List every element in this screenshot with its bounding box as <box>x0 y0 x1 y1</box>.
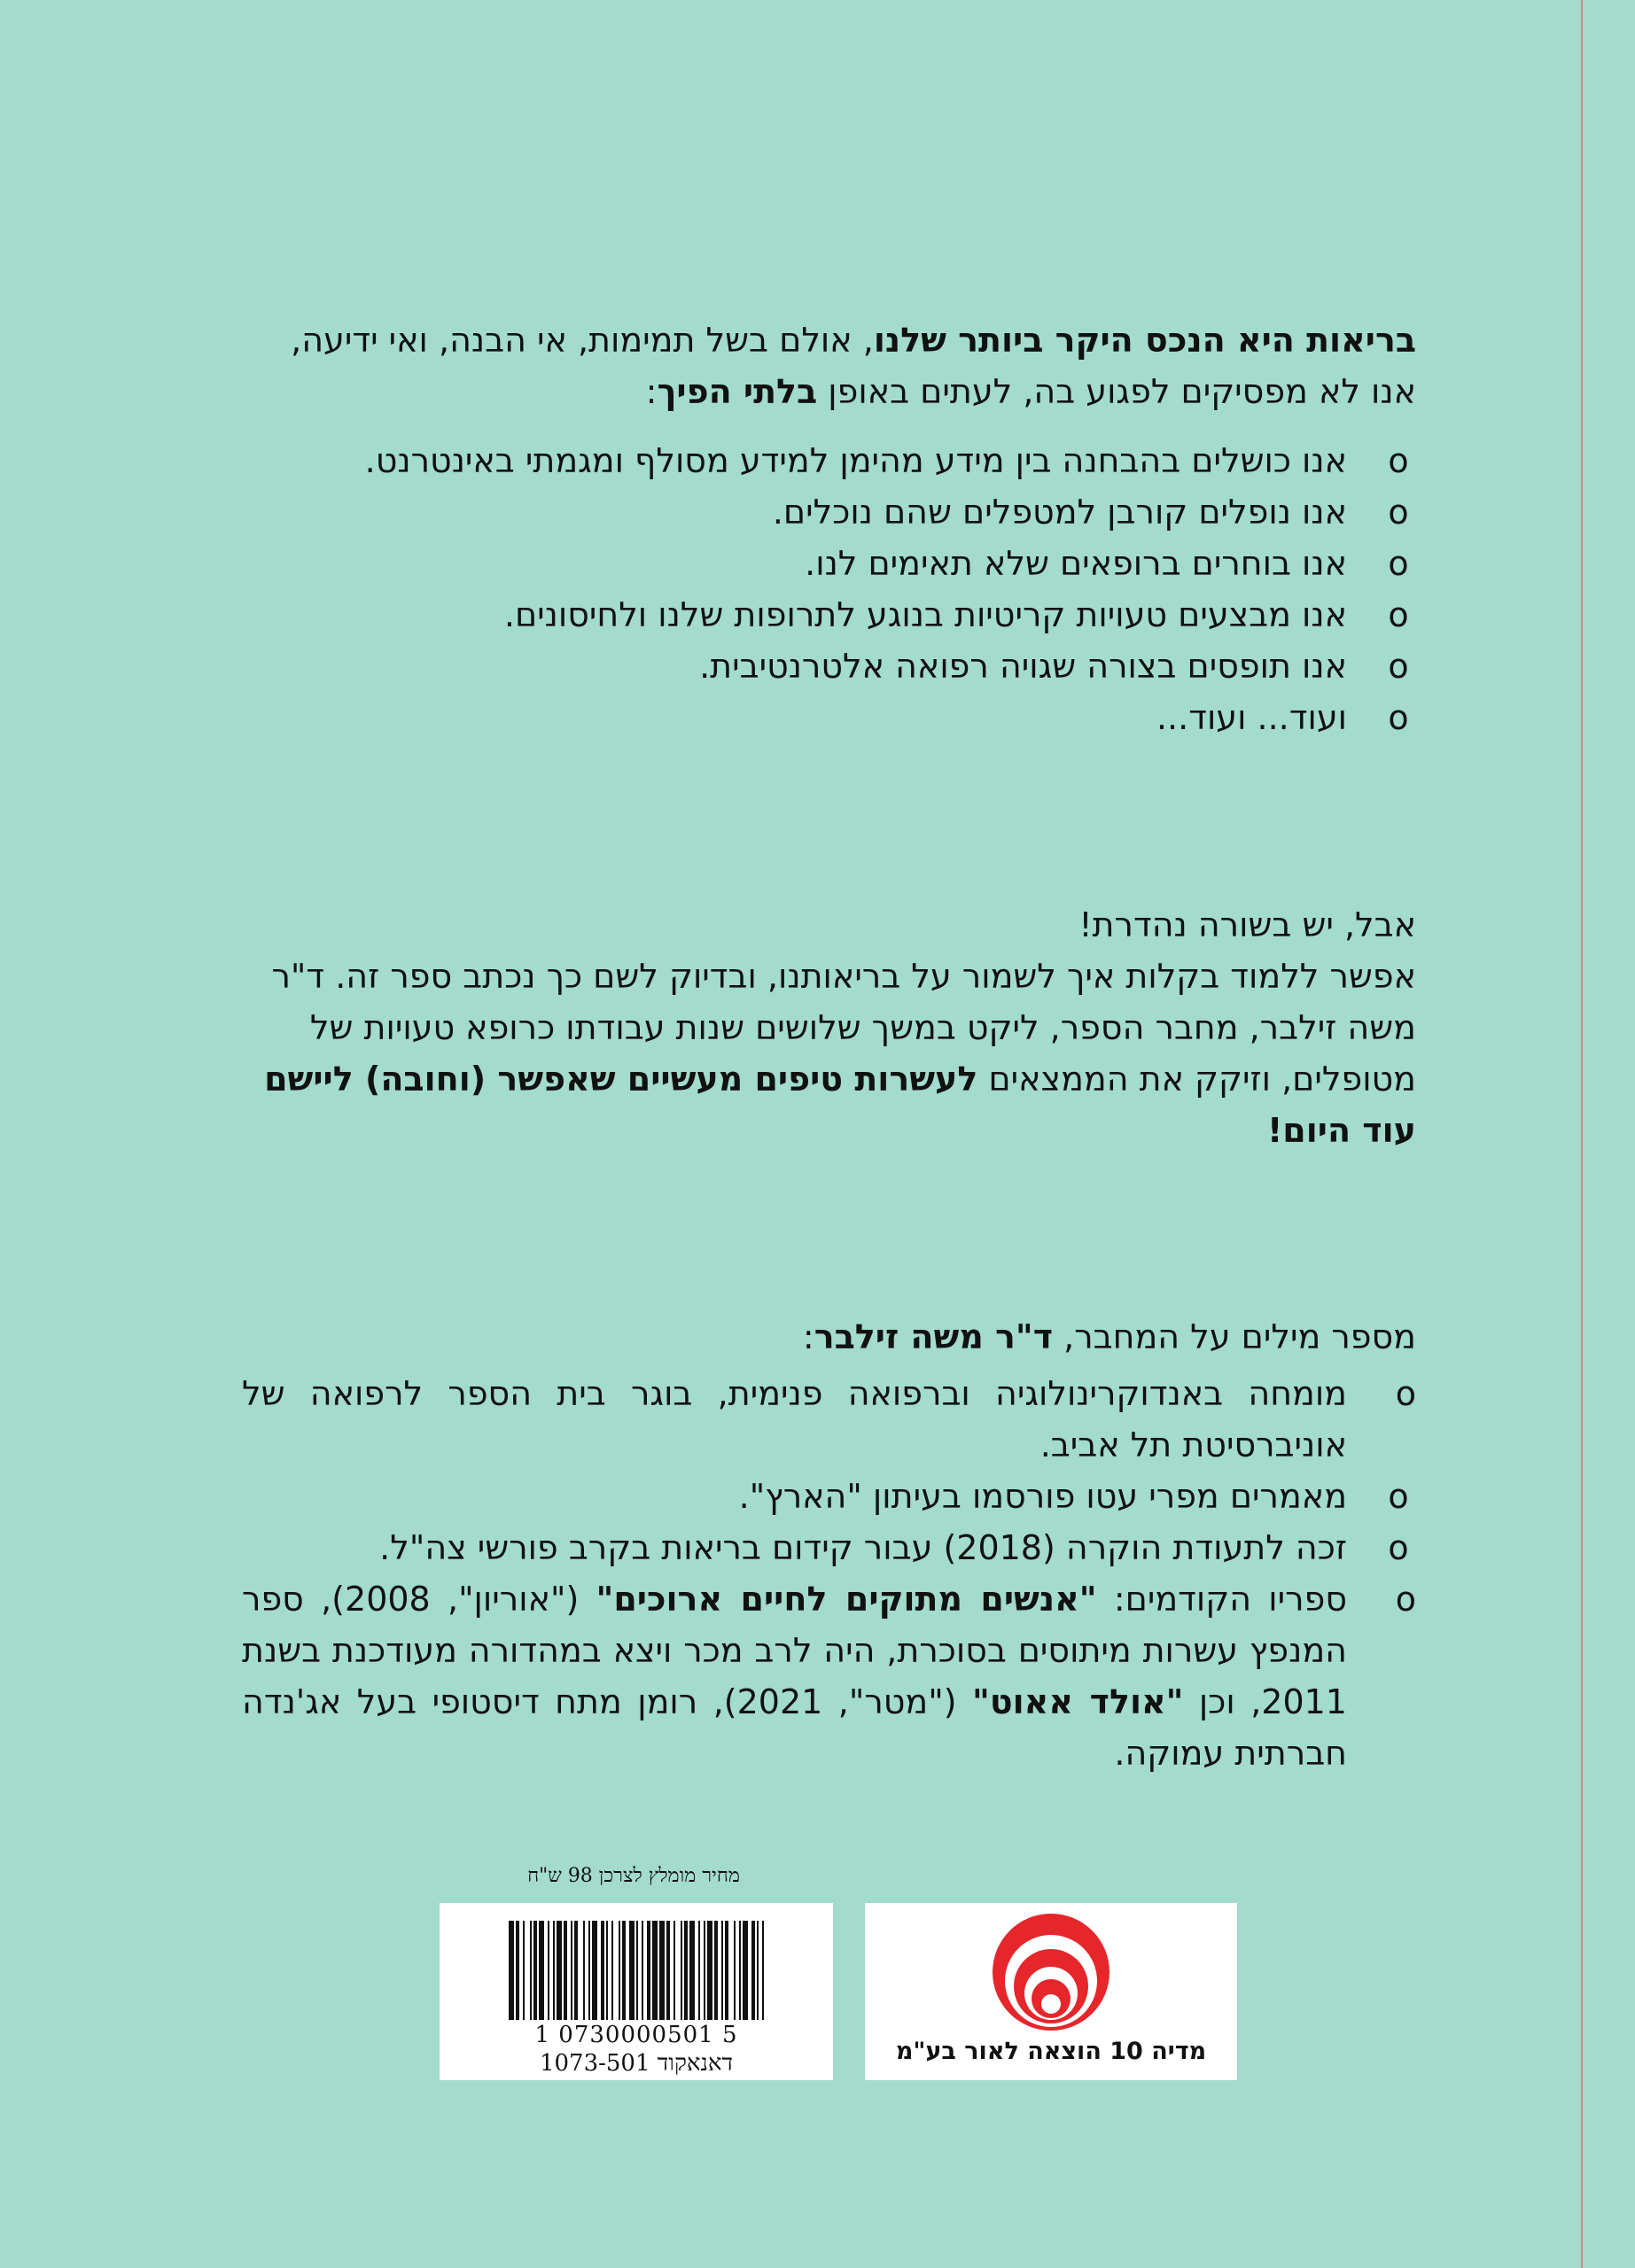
bullet-marker: o <box>1388 441 1409 480</box>
list-item-text: ("מטר", 2021), רומן מתח דיסטופי בעל אג'נדה חברתית עמוקה. <box>242 1682 1347 1773</box>
list-item <box>242 1368 1416 1471</box>
barcode-icon <box>509 1921 764 2020</box>
list-item-text: מומחה באנדוקרינולוגיה וברפואה פנימית, בוגר בית הספר לרפואה של אוניברסיטת תל אביב. <box>242 1374 1347 1464</box>
barcode-bar <box>762 1921 764 2020</box>
logo-gap-3 <box>1041 1994 1061 2014</box>
list-item-text: מאמרים מפרי עטו פורסמו בעיתון "הארץ". <box>738 1477 1347 1516</box>
author-name: ד"ר משה זילבר <box>814 1317 1054 1356</box>
list-item-text: ועוד... ועוד... <box>1156 698 1347 737</box>
good-news-section <box>242 899 1416 1156</box>
barcode-bar <box>539 1921 544 2020</box>
book-title: "אנשים מתוקים לחיים ארוכים" <box>596 1580 1097 1619</box>
barcode-bar <box>592 1921 597 2020</box>
barcode-bar <box>666 1921 670 2020</box>
barcode-bar <box>721 1921 723 2020</box>
author-list <box>242 1368 1416 1779</box>
list-item-text: אנו תופסים בצורה שגויה רפואה אלטרנטיבית. <box>699 647 1347 686</box>
barcode-box <box>440 1903 833 2080</box>
intro-paragraph <box>242 315 1416 417</box>
barcode-bar <box>707 1921 712 2020</box>
barcode-bar <box>629 1921 635 2020</box>
barcode-bar <box>611 1921 613 2020</box>
barcode-bar <box>725 1921 728 2020</box>
barcode-bar <box>642 1921 643 2020</box>
intro-bold-start: בריאות היא הנכס היקר ביותר שלנו <box>873 321 1416 360</box>
mistakes-list <box>242 435 1416 743</box>
list-item <box>242 1522 1416 1573</box>
list-item <box>242 1573 1416 1779</box>
list-item-text: ספריו הקודמים: <box>1096 1580 1347 1619</box>
barcode-number: 1 0730000501 5 <box>534 2022 738 2048</box>
barcode-bar <box>564 1921 567 2020</box>
barcode-bar <box>714 1921 718 2020</box>
barcode-bar <box>739 1921 741 2020</box>
barcode-bar <box>647 1921 650 2020</box>
bullet-marker: o <box>1388 1528 1409 1567</box>
barcode-bar <box>516 1921 519 2020</box>
list-item <box>242 641 1416 692</box>
list-item-text: אנו כושלים בהבחנה בין מידע מהימן למידע מסולף ומגמתי באינטרנט. <box>364 441 1347 480</box>
good-news-text: אפשר ללמוד בקלות איך לשמור על בריאותנו, ובדיוק לשם כך נכתב ספר זה. ד"ר משה זילבר, מחבר הספר, ליקט במשך שלושים שנות עבודתו כרופא טעויות של מטופלים, וזיקק את הממצאים <box>271 957 1416 1099</box>
barcode-bar <box>698 1921 700 2020</box>
intro-colon: : <box>645 372 658 411</box>
barcode-code: דאנאקוד 1073-501 <box>539 2050 734 2077</box>
barcode-bar <box>619 1921 620 2020</box>
author-section <box>242 1311 1416 1779</box>
barcode-bar <box>684 1921 688 2020</box>
list-item <box>242 1471 1416 1522</box>
list-item <box>242 692 1416 743</box>
author-intro: מספר מילים על המחבר, <box>1053 1317 1416 1356</box>
barcode-bar <box>681 1921 682 2020</box>
publisher-logo-icon <box>980 1912 1122 2036</box>
spine-line <box>1581 0 1583 2268</box>
bullet-marker: o <box>1388 1477 1409 1516</box>
publisher-box <box>865 1903 1237 2080</box>
list-item-text: זכה לתעודת הוקרה (2018) עבור קידום בריאות בקרב פורשי צה"ל. <box>379 1528 1347 1567</box>
barcode-bar <box>743 1921 748 2020</box>
bullet-marker: o <box>1388 544 1409 583</box>
barcode-bar <box>583 1921 585 2020</box>
intro-section <box>242 315 1416 743</box>
barcode-bar <box>757 1921 759 2020</box>
barcode-bar <box>574 1921 578 2020</box>
barcode-bar <box>606 1921 608 2020</box>
barcode-bar <box>636 1921 638 2020</box>
intro-bold-end: בלתי הפיך <box>657 372 818 411</box>
barcode-bar <box>673 1921 675 2020</box>
barcode-bar <box>751 1921 755 2020</box>
barcode-bar <box>557 1921 562 2020</box>
barcode-bar <box>530 1921 532 2020</box>
good-news-paragraph <box>242 951 1416 1156</box>
barcode-bar <box>659 1921 665 2020</box>
bullet-marker: o <box>1395 1580 1416 1619</box>
barcode-bar <box>588 1921 590 2020</box>
bullet-marker: o <box>1388 595 1409 634</box>
list-item <box>242 435 1416 486</box>
barcode-bar <box>509 1921 514 2020</box>
bullet-marker: o <box>1388 493 1409 532</box>
book-title: "אולד אאוט" <box>972 1682 1184 1721</box>
list-item-text: אנו בוחרים ברופאים שלא תאימים לנו. <box>805 544 1347 583</box>
barcode-bar <box>689 1921 695 2020</box>
price-label: מחיר מומלץ לצרכן 98 ש"ח <box>527 1865 740 1887</box>
good-news-bold: לעשרות טיפים מעשיים שאפשר (וחובה) ליישם עוד היום! <box>264 1060 1416 1150</box>
barcode-bar <box>523 1921 525 2020</box>
list-item <box>242 538 1416 589</box>
list-item-text: ("אוריון", 2008), ספר המנפץ עשרות מיתוסים בסוכרת, היה לרב מכר ויצא במהדורה מעודכנת בשנת 2011, וכן <box>242 1580 1347 1721</box>
barcode-bar <box>533 1921 537 2020</box>
barcode-bar <box>704 1921 705 2020</box>
barcode-bar <box>622 1921 626 2020</box>
bullet-marker: o <box>1388 647 1409 686</box>
author-heading <box>242 1311 1416 1363</box>
good-news-heading: אבל, יש בשורה נהדרת! <box>1078 905 1416 944</box>
list-item <box>242 486 1416 538</box>
barcode-bar <box>571 1921 572 2020</box>
list-item <box>242 589 1416 641</box>
bullet-marker: o <box>1388 698 1409 737</box>
publisher-name: מדיה 10 הוצאה לאור בע"מ <box>895 2038 1207 2065</box>
barcode-bar <box>548 1921 549 2020</box>
barcode-bar <box>553 1921 555 2020</box>
barcode-bar <box>601 1921 604 2020</box>
intro-text: , אולם בשל תמימות, אי הבנה, ואי ידיעה, אנו לא מפסיקים לפגוע בה, לעתים באופן <box>291 321 1416 411</box>
barcode-bar <box>734 1921 736 2020</box>
bullet-marker: o <box>1395 1374 1416 1413</box>
list-item-text: אנו נופלים קורבן למטפלים שהם נוכלים. <box>772 493 1347 532</box>
barcode-bar <box>652 1921 658 2020</box>
list-item-text: אנו מבצעים טעויות קריטיות בנוגע לתרופות שלנו ולחיסונים. <box>503 595 1347 634</box>
author-colon: : <box>802 1317 814 1356</box>
